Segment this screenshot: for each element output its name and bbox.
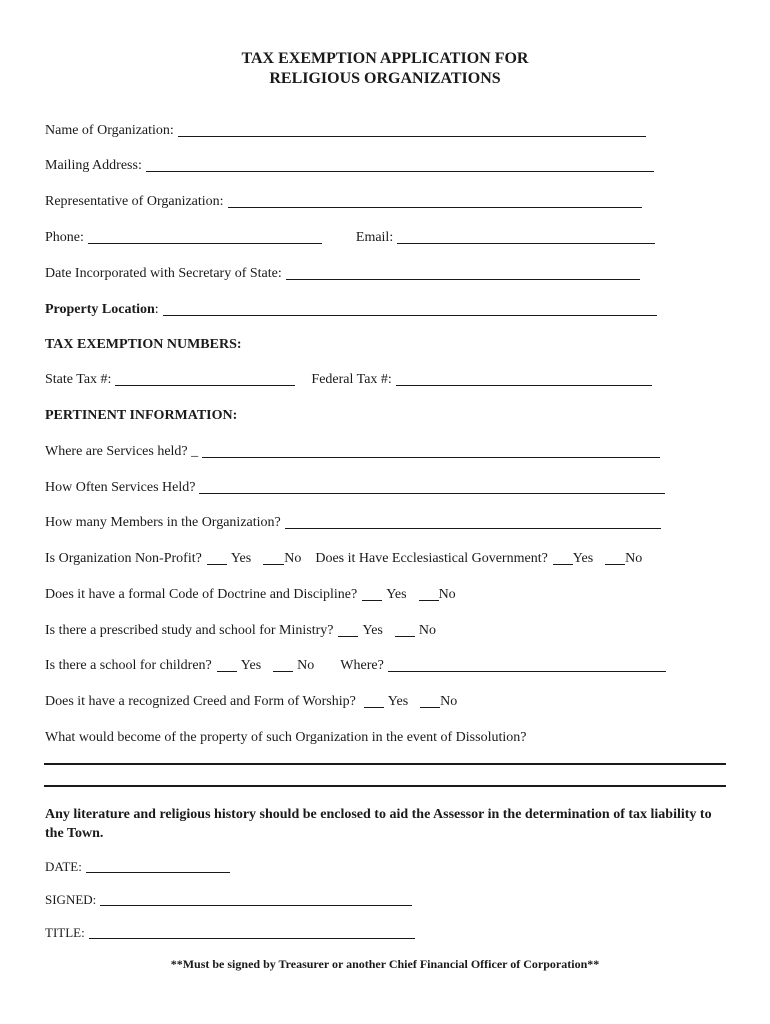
form-title-line1: TAX EXEMPTION APPLICATION FOR: [241, 50, 529, 67]
dissolution-row: [45, 728, 526, 748]
ecclesiastical-yes-label: Yes: [572, 551, 594, 566]
members-row: [45, 513, 661, 533]
signed-label: SIGNED:: [45, 892, 97, 907]
state-tax-label: State Tax #:: [45, 372, 112, 387]
study-ministry-row: [45, 621, 436, 641]
ecclesiastical-label: Does it Have Ecclesiastical Government?: [315, 551, 548, 566]
pertinent-heading: PERTINENT INFORMATION:: [45, 408, 238, 423]
date-incorporated-label: Date Incorporated with Secretary of State:: [45, 266, 282, 281]
date-incorporated-blank[interactable]: [286, 265, 640, 280]
form-title-line2: RELIGIOUS ORGANIZATIONS: [269, 70, 501, 87]
non-profit-no-blank[interactable]: [263, 550, 284, 565]
creed-yes-blank[interactable]: [364, 693, 384, 708]
dissolution-answer-line-1[interactable]: [44, 763, 726, 765]
non-profit-row: [45, 549, 642, 569]
representative-label: Representative of Organization:: [45, 194, 224, 209]
property-location-label: Property Location: [45, 302, 155, 317]
services-held-row: [45, 442, 660, 462]
property-location-blank[interactable]: [163, 301, 657, 316]
how-often-blank[interactable]: [199, 479, 665, 494]
federal-tax-blank[interactable]: [396, 371, 652, 386]
ecclesiastical-no-blank[interactable]: [605, 550, 625, 565]
study-ministry-yes-label: Yes: [362, 623, 383, 638]
signature-requirement-note: **Must be signed by Treasurer or another Chief Financial Officer of Corporation**: [170, 957, 600, 971]
mailing-address-blank[interactable]: [146, 157, 654, 172]
ecclesiastical-no-label: No: [625, 551, 643, 566]
dissolution-answer-line-2[interactable]: [44, 785, 726, 787]
property-location-colon: :: [154, 302, 159, 317]
title-row: [45, 924, 415, 942]
non-profit-label: Is Organization Non-Profit?: [45, 551, 202, 566]
name-of-organization-blank[interactable]: [178, 122, 646, 137]
date-row: [45, 858, 230, 876]
non-profit-yes-label: Yes: [230, 551, 252, 566]
services-held-blank[interactable]: [202, 443, 660, 458]
school-children-no-label: No: [297, 658, 315, 673]
date-blank[interactable]: [86, 860, 230, 873]
services-held-label: Where are Services held? _: [45, 444, 199, 459]
phone-label: Phone:: [45, 230, 84, 245]
code-doctrine-label: Does it have a formal Code of Doctrine and Discipline?: [45, 587, 358, 602]
code-doctrine-yes-blank[interactable]: [362, 586, 382, 601]
dissolution-label: What would become of the property of such Organization in the event of Dissolution?: [45, 730, 527, 745]
name-of-organization-row: [45, 121, 646, 141]
phone-email-row: [45, 228, 655, 248]
study-ministry-no-label: No: [418, 623, 436, 638]
school-children-no-blank[interactable]: [273, 657, 293, 672]
signed-blank[interactable]: [100, 893, 412, 906]
representative-blank[interactable]: [228, 193, 642, 208]
creed-yes-label: Yes: [387, 694, 409, 709]
members-blank[interactable]: [285, 514, 661, 529]
tax-exemption-heading: TAX EXEMPTION NUMBERS:: [45, 337, 242, 352]
study-ministry-label: Is there a prescribed study and school for Ministry?: [45, 623, 334, 638]
state-tax-blank[interactable]: [115, 371, 295, 386]
creed-label: Does it have a recognized Creed and Form of Worship?: [45, 694, 356, 709]
name-of-organization-label: Name of Organization:: [45, 123, 174, 138]
title-blank[interactable]: [89, 926, 415, 939]
federal-tax-label: Federal Tax #:: [311, 372, 392, 387]
property-location-row: [45, 300, 657, 320]
school-children-yes-blank[interactable]: [217, 657, 237, 672]
date-label: DATE:: [45, 859, 82, 874]
representative-row: [45, 192, 642, 212]
study-ministry-no-blank[interactable]: [395, 622, 415, 637]
email-label: Email:: [355, 230, 394, 245]
tax-numbers-row: [45, 370, 652, 390]
study-ministry-yes-blank[interactable]: [338, 622, 358, 637]
creed-no-blank[interactable]: [420, 693, 440, 708]
phone-blank[interactable]: [88, 229, 322, 244]
date-incorporated-row: [45, 264, 640, 284]
creed-row: [45, 692, 457, 712]
code-doctrine-yes-label: Yes: [386, 587, 407, 602]
creed-no-label: No: [440, 694, 458, 709]
mailing-address-row: [45, 156, 654, 176]
school-children-yes-label: Yes: [240, 658, 262, 673]
where-blank[interactable]: [388, 657, 666, 672]
ecclesiastical-yes-blank[interactable]: [553, 550, 573, 565]
where-label: Where?: [340, 658, 384, 673]
signed-row: [45, 891, 412, 909]
code-doctrine-no-label: No: [438, 587, 456, 602]
non-profit-yes-blank[interactable]: [207, 550, 227, 565]
title-label: TITLE:: [45, 925, 85, 940]
how-often-row: [45, 478, 665, 498]
email-blank[interactable]: [397, 229, 655, 244]
school-children-row: [45, 656, 666, 676]
school-children-label: Is there a school for children?: [45, 658, 212, 673]
code-doctrine-row: [45, 585, 456, 605]
non-profit-no-label: No: [284, 551, 302, 566]
literature-notice: Any literature and religious history should be enclosed to aid the Assessor in the determination of tax liability to the Town.: [45, 807, 712, 841]
mailing-address-label: Mailing Address:: [45, 158, 142, 173]
members-label: How many Members in the Organization?: [45, 515, 281, 530]
how-often-label: How Often Services Held?: [45, 480, 196, 495]
code-doctrine-no-blank[interactable]: [419, 586, 439, 601]
